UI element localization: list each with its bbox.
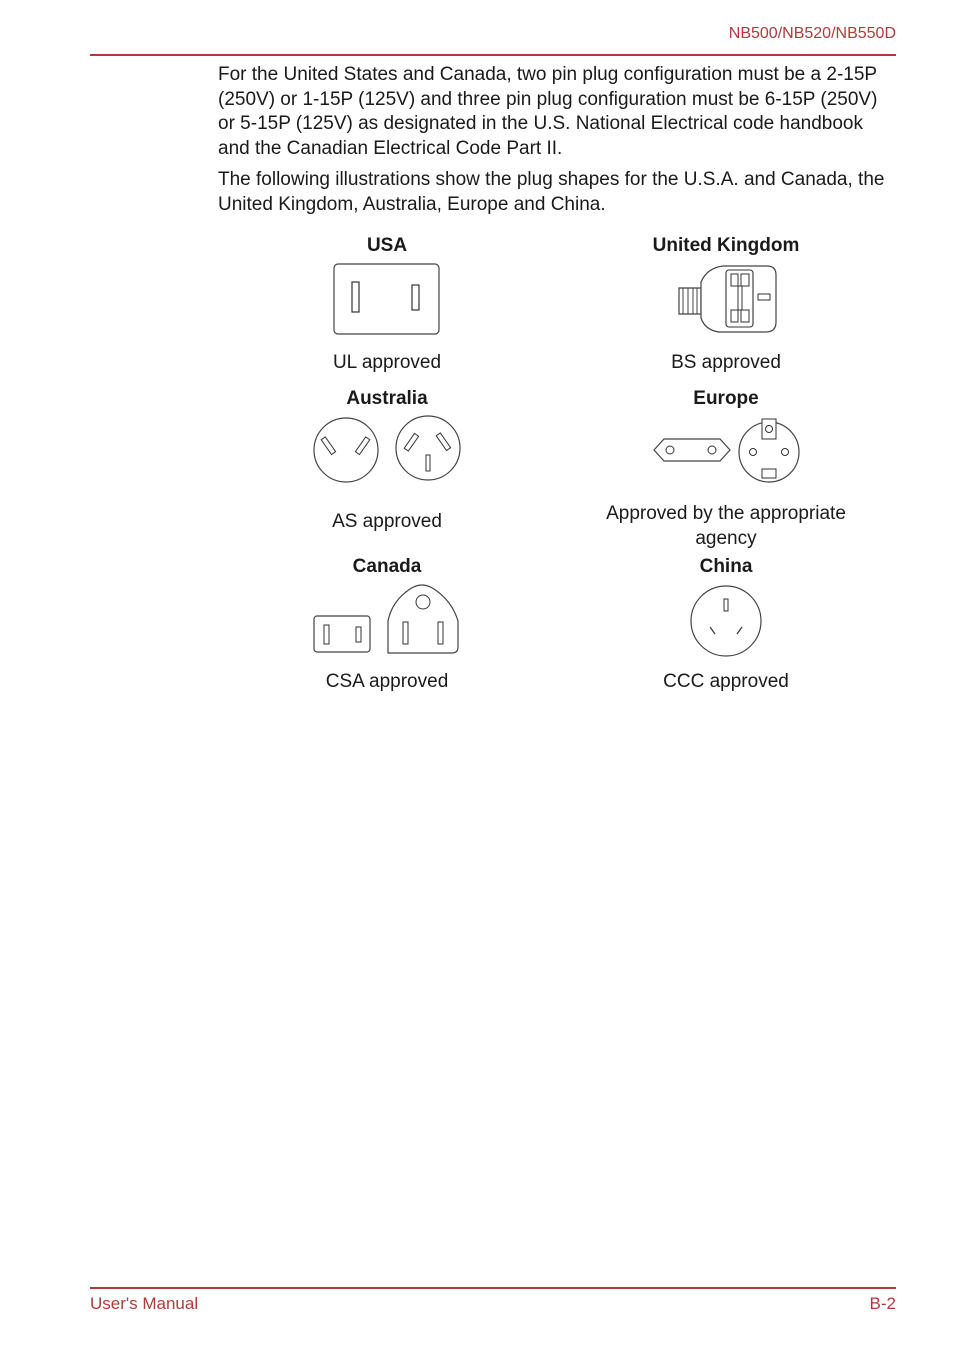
plug-usa-caption: UL approved: [332, 352, 442, 373]
canada-plug-icon: [312, 583, 462, 655]
plug-uk-caption: BS approved: [671, 352, 781, 373]
uk-plug-icon: [671, 262, 781, 338]
footer-page-number: B-2: [869, 1294, 896, 1313]
paragraph-illustrations: The following illustrations show the plug shapes for the U.S.A. and Canada, the United Kingdom, Australia, Europe and China.: [218, 169, 885, 215]
plug-australia: [217, 387, 557, 534]
us-plug-icon: [332, 262, 442, 338]
footer-manual-label: User's Manual: [90, 1294, 199, 1313]
plug-uk-title: United Kingdom: [652, 235, 800, 256]
australia-plug-icon: [312, 415, 462, 485]
plug-australia-caption: AS approved: [332, 511, 442, 532]
plug-uk: [556, 234, 896, 375]
plug-usa-title: USA: [366, 235, 408, 256]
plug-europe: [556, 387, 896, 551]
plug-europe-caption: Approved by the appropriate agency: [606, 503, 846, 549]
footer-rule: [90, 1287, 896, 1289]
plug-china-title: China: [699, 556, 753, 577]
plug-china: [556, 555, 896, 694]
china-plug-icon: [686, 583, 766, 657]
plug-australia-title: Australia: [346, 388, 428, 409]
paragraph-plug-config: For the United States and Canada, two pin plug configuration must be a 2-15P (250V) or 1-15P (125V) and three pin plug configuration must be 6-15P (250V) or 5-15P (125V) as designated in the U.S. National Electrical code handbook and the Canadian Electrical Code Part II.: [218, 64, 878, 159]
plug-china-caption: CCC approved: [663, 671, 789, 692]
plug-canada: [217, 555, 557, 694]
plug-canada-title: Canada: [352, 556, 422, 577]
plug-europe-title: Europe: [693, 388, 759, 409]
plug-canada-caption: CSA approved: [325, 671, 449, 692]
header-rule: [90, 54, 896, 56]
plug-usa: [217, 234, 557, 375]
header-model: NB500/NB520/NB550D: [728, 25, 896, 42]
europe-plug-icon: [646, 415, 806, 485]
